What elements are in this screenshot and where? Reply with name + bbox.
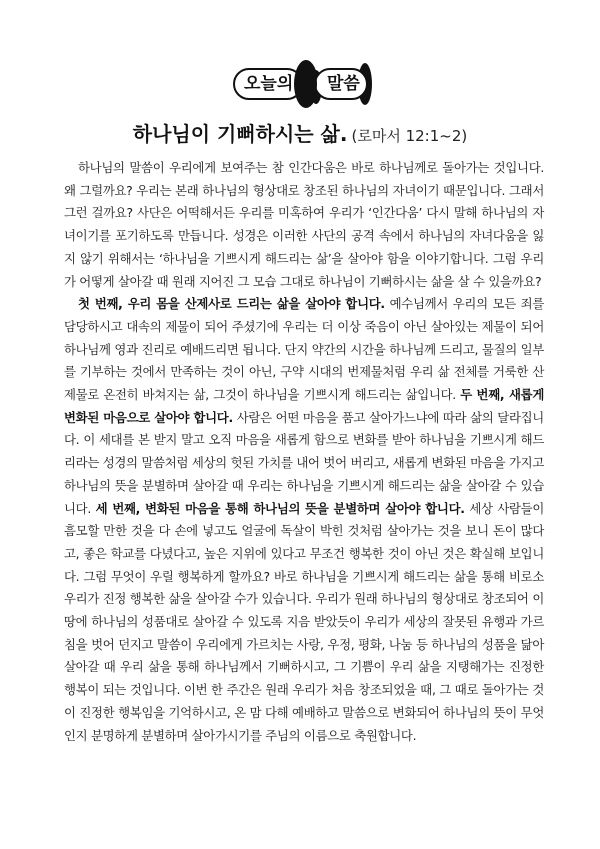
section-badge [232,57,372,111]
paragraph-main [64,293,544,747]
point-three-heading: 세 번째, 변화된 마음을 통해 하나님의 뜻을 분별하며 살아야 합니다. [95,500,465,516]
point-two-heading: 두 번째, 새롭게 변화된 마음으로 살아야 합니다. [64,387,545,425]
point-one-heading: 첫 번째, 우리 몸을 산제사로 드리는 삶을 살아야 합니다. [78,296,385,312]
scripture-reference: (로마서 12:1~2) [351,127,468,145]
point-three-text: 세상 사람들이 흠모할 만한 것을 다 손에 넣고도 얼굴에 독살이 박힌 것처럼 살아가는 것을 보니 돈이 많다고, 좋은 학교를 다녔다고, 높은 지위에 있다고 무조건 행복한 것이 아닌 것은 확실해 보입니다. 그럼 무엇이 우릴 행복하게 할까요? 바로 하나님을 기쁘시게 해드리는 삶을 통해 비로소 우리가 진정 행복한 삶을 살아갈 수가 있습니다. 우리가 원래 하나님의 형상대로 창조되어 이 땅에 하나님의 성품대로 살아갈 수 있도록 지음 받았듯이 우리가 세상의 잘못된 유행과 가르침을 벗어 던지고 말씀이 우리에게 가르치는 사랑, 우정, 평화, 나눔 등 하나님의 성품을 닮아 살아갈 때 우리 삶을 통해 하나님께서 기뻐하시고, 그 기쁨이 우리 삶을 지탱해가는 진정한 행복이 되는 것입니다. 이번 한 주간은 원래 우리가 처음 창조되었을 때, 그 때로 돌아가는 것이 진정한 행복임을 기억하시고, 온 맘 다해 예배하고 말씀으로 변화되어 하나님의 뜻이 무엇인지 분명하게 분별하며 살아가시기를 주님의 이름으로 축원합니다. [64,500,544,743]
point-two-text: 사람은 어떤 마음을 품고 살아가느냐에 따라 삶의 달라집니다. 이 세대를 본 받지 말고 오직 마음을 새롭게 함으로 변화를 받아 하나님을 기쁘시게 해드리라는 성경의 말씀처럼 세상의 헛된 가치를 내어 벗어 버리고, 새롭게 변화된 마음을 가지고 하나님의 뜻을 분별하며 살아갈 때 우리는 하나님을 기쁘시게 해드리는 삶을 살아갈 수 있습니다. [64,409,544,516]
sermon-body [64,157,544,747]
badge-label-today: 오늘의 [244,74,294,94]
sermon-title [0,118,600,147]
point-one-text: 예수님께서 우리의 모든 죄를 담당하시고 대속의 제물이 되어 주셨기에 우리는 더 이상 죽음이 아닌 살아있는 제물이 되어 하나님께 영과 진리로 예배드리면 됩니다. 단지 약간의 시간을 하나님께 드리고, 물질의 일부를 기부하는 것에서 만족하는 것이 아닌, 구약 시대의 번제물처럼 우리 삶 전체를 거룩한 산 제물로 온전히 바쳐지는 삶, 그것이 하나님을 기쁘시게 해드리는 삶입니다. [64,296,544,403]
badge-label-word: 말씀 [327,74,360,94]
paragraph-intro: 하나님의 말씀이 우리에게 보여주는 참 인간다움은 바로 하나님께로 돌아가는 것입니다. 왜 그럴까요? 우리는 본래 하나님의 형상대로 창조된 하나님의 자녀이기 때문입니다. 그래서 그런 걸까요? 사단은 어떡해서든 우리를 미혹하여 우리가 ‘인간다움’ 다시 말해 하나님의 자녀이기를 포기하도록 만듭니다. 성경은 이러한 사단의 공격 속에서 하나님의 자녀다움을 잃지 않기 위해서는 ‘하나님을 기쁘시게 해드리는 삶’을 살아야 함을 이야기합니다. 그럼 우리가 어떻게 살아갈 때 원래 지어진 그 모습 그대로 하나님이 기뻐하시는 삶을 살 수 있을까요? [64,160,544,289]
title-main: 하나님이 기뻐하시는 삶. [132,122,348,146]
